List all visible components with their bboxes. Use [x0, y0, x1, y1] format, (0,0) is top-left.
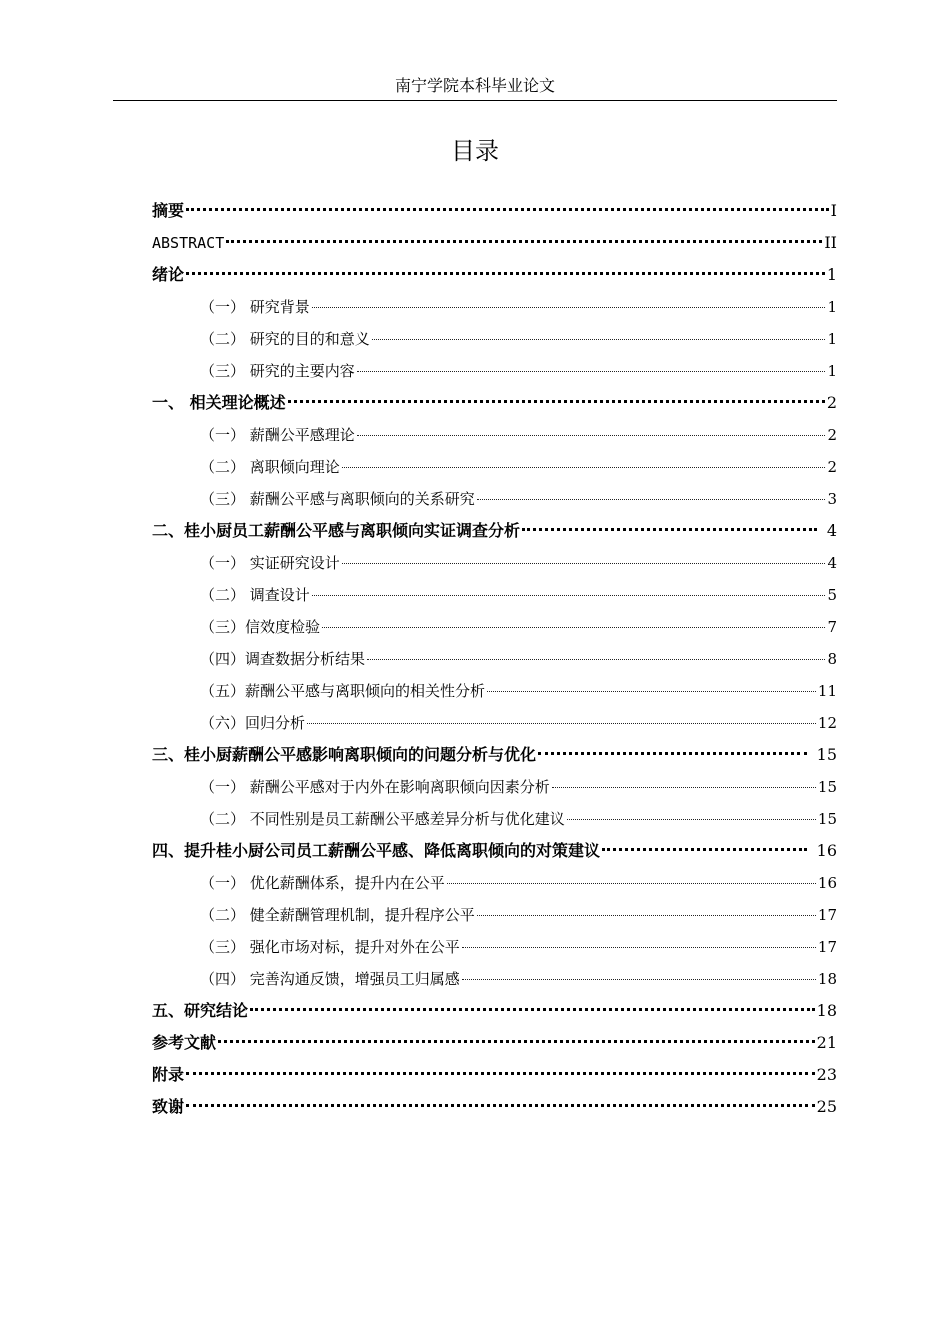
toc-entry-label: （四）调查数据分析结果 — [200, 650, 366, 668]
toc-entry-acknowledgements[interactable] — [152, 1091, 837, 1123]
dot-leader — [307, 723, 816, 724]
toc-entry-page: 25 — [816, 1097, 837, 1116]
toc-entry-chapter-4[interactable] — [152, 835, 837, 867]
toc-entry-abstract-cn[interactable] — [152, 195, 837, 227]
toc-entry-chapter-5[interactable] — [152, 995, 837, 1027]
toc-entry-label: 参考文献 — [152, 1033, 217, 1052]
toc-entry-label: 摘要 — [152, 201, 185, 220]
toc-entry-page: 2 — [827, 458, 837, 476]
toc-entry-page: 8 — [827, 650, 837, 668]
dot-leader — [372, 339, 826, 340]
dot-leader — [322, 627, 825, 628]
toc-entry-label: （三）信效度检验 — [200, 618, 321, 636]
toc-subentry[interactable] — [200, 547, 837, 579]
toc-entry-label: （一） 实证研究设计 — [200, 554, 340, 572]
dot-leader — [567, 819, 816, 820]
toc-entry-chapter-2[interactable] — [152, 515, 837, 547]
toc-subentry[interactable] — [200, 419, 837, 451]
toc-entry-chapter-3[interactable] — [152, 739, 837, 771]
toc-entry-abstract-en[interactable] — [152, 227, 837, 259]
dot-leader — [250, 1008, 815, 1011]
toc-subentry[interactable] — [200, 931, 837, 963]
toc-entry-page: I — [830, 201, 837, 220]
dot-leader — [218, 1040, 815, 1043]
toc-entry-chapter-1[interactable] — [152, 387, 837, 419]
toc-entry-page: 2 — [827, 426, 837, 444]
dot-leader — [312, 307, 826, 308]
toc-entry-label: 五、研究结论 — [152, 1001, 249, 1020]
toc-entry-label: 绪论 — [152, 265, 185, 284]
toc-entry-page: 18 — [816, 1001, 837, 1020]
toc-entry-label: （四） 完善沟通反馈，增强员工归属感 — [200, 970, 460, 988]
toc-subentry[interactable] — [200, 611, 837, 643]
dot-leader — [487, 691, 816, 692]
dot-leader — [477, 499, 826, 500]
toc-entry-page: 15 — [817, 778, 837, 796]
toc-subentry[interactable] — [200, 483, 837, 515]
toc-entry-introduction[interactable] — [152, 259, 837, 291]
toc-entry-page: 4 — [826, 521, 837, 540]
toc-entry-label: （二） 健全薪酬管理机制，提升程序公平 — [200, 906, 475, 924]
toc-entry-label: 一、 相关理论概述 — [152, 393, 286, 412]
dot-leader — [522, 528, 817, 531]
dot-leader — [186, 272, 825, 275]
dot-leader — [357, 435, 826, 436]
toc-entry-label: （三） 强化市场对标，提升对外在公平 — [200, 938, 460, 956]
toc-entry-page: 1 — [827, 298, 837, 316]
toc-entry-label: 四、提升桂小厨公司员工薪酬公平感、降低离职倾向的对策建议 — [152, 841, 601, 860]
toc-subentry[interactable] — [200, 963, 837, 995]
toc-entry-page: 15 — [816, 745, 837, 764]
toc-entry-page: 11 — [817, 682, 837, 700]
dot-leader — [552, 787, 816, 788]
toc-title: 目录 — [451, 137, 499, 165]
toc-entry-page: 12 — [817, 714, 837, 732]
toc-entry-page: 1 — [827, 362, 837, 380]
dot-leader — [538, 752, 807, 755]
toc-entry-label: 致谢 — [152, 1097, 185, 1116]
toc-entry-label: （一） 薪酬公平感对于内外在影响离职倾向因素分析 — [200, 778, 550, 796]
header-divider — [113, 100, 837, 101]
toc-entry-page: 18 — [817, 970, 837, 988]
toc-entry-label: 二、桂小厨员工薪酬公平感与离职倾向实证调查分析 — [152, 521, 521, 540]
dot-leader — [186, 208, 829, 211]
toc-entry-page: II — [824, 233, 837, 252]
toc-subentry[interactable] — [200, 355, 837, 387]
toc-entry-page: 17 — [817, 938, 837, 956]
toc-entry-page: 7 — [827, 618, 837, 636]
toc-subentry[interactable] — [200, 579, 837, 611]
toc-entry-page: 15 — [817, 810, 837, 828]
toc-subentry[interactable] — [200, 899, 837, 931]
toc-entry-label: （三） 薪酬公平感与离职倾向的关系研究 — [200, 490, 475, 508]
toc-entry-label: （六）回归分析 — [200, 714, 306, 732]
toc-subentry[interactable] — [200, 323, 837, 355]
dot-leader — [602, 848, 807, 851]
dot-leader — [288, 400, 825, 403]
toc-entry-page: 3 — [827, 490, 837, 508]
toc-entry-page: 5 — [827, 586, 837, 604]
dot-leader — [462, 947, 816, 948]
toc-entry-page: 4 — [827, 554, 837, 572]
toc-subentry[interactable] — [200, 291, 837, 323]
toc-entry-label: ABSTRACT — [152, 234, 225, 252]
toc-entry-label: （五）薪酬公平感与离职倾向的相关性分析 — [200, 682, 486, 700]
toc-subentry[interactable] — [200, 707, 837, 739]
dot-leader — [462, 979, 816, 980]
toc-entry-page: 21 — [816, 1033, 837, 1052]
toc-subentry[interactable] — [200, 867, 837, 899]
toc-entry-label: （二） 研究的目的和意义 — [200, 330, 370, 348]
dot-leader — [447, 883, 816, 884]
dot-leader — [342, 467, 826, 468]
toc-subentry[interactable] — [200, 771, 837, 803]
dot-leader — [342, 563, 826, 564]
dot-leader — [186, 1072, 815, 1075]
toc-entry-page: 1 — [827, 330, 837, 348]
toc-entry-label: （一） 研究背景 — [200, 298, 310, 316]
toc-subentry[interactable] — [200, 675, 837, 707]
toc-entry-label: （三） 研究的主要内容 — [200, 362, 355, 380]
toc-entry-label: 附录 — [152, 1065, 185, 1084]
dot-leader — [367, 659, 825, 660]
toc-entry-appendix[interactable] — [152, 1059, 837, 1091]
toc-entry-label: （一） 优化薪酬体系，提升内在公平 — [200, 874, 445, 892]
toc-subentry[interactable] — [200, 451, 837, 483]
toc-entry-label: （一） 薪酬公平感理论 — [200, 426, 355, 444]
toc-entry-page: 1 — [826, 265, 837, 284]
toc-entry-page: 17 — [817, 906, 837, 924]
dot-leader — [357, 371, 826, 372]
toc-subentry[interactable] — [200, 803, 837, 835]
toc-entry-page: 16 — [816, 841, 837, 860]
toc-entry-label: （二） 调查设计 — [200, 586, 310, 604]
toc-entry-page: 16 — [817, 874, 837, 892]
toc-entry-label: （二） 不同性别是员工薪酬公平感差异分析与优化建议 — [200, 810, 565, 828]
dot-leader — [226, 240, 822, 243]
toc-entry-label: 三、桂小厨薪酬公平感影响离职倾向的问题分析与优化 — [152, 745, 537, 764]
toc-entry-page: 23 — [816, 1065, 837, 1084]
page-header: 南宁学院本科毕业论文 — [394, 76, 555, 95]
toc-subentry[interactable] — [200, 643, 837, 675]
dot-leader — [186, 1104, 815, 1107]
dot-leader — [477, 915, 816, 916]
toc-entry-label: （二） 离职倾向理论 — [200, 458, 340, 476]
toc-entry-page: 2 — [826, 393, 837, 412]
dot-leader — [312, 595, 826, 596]
toc-entry-references[interactable] — [152, 1027, 837, 1059]
